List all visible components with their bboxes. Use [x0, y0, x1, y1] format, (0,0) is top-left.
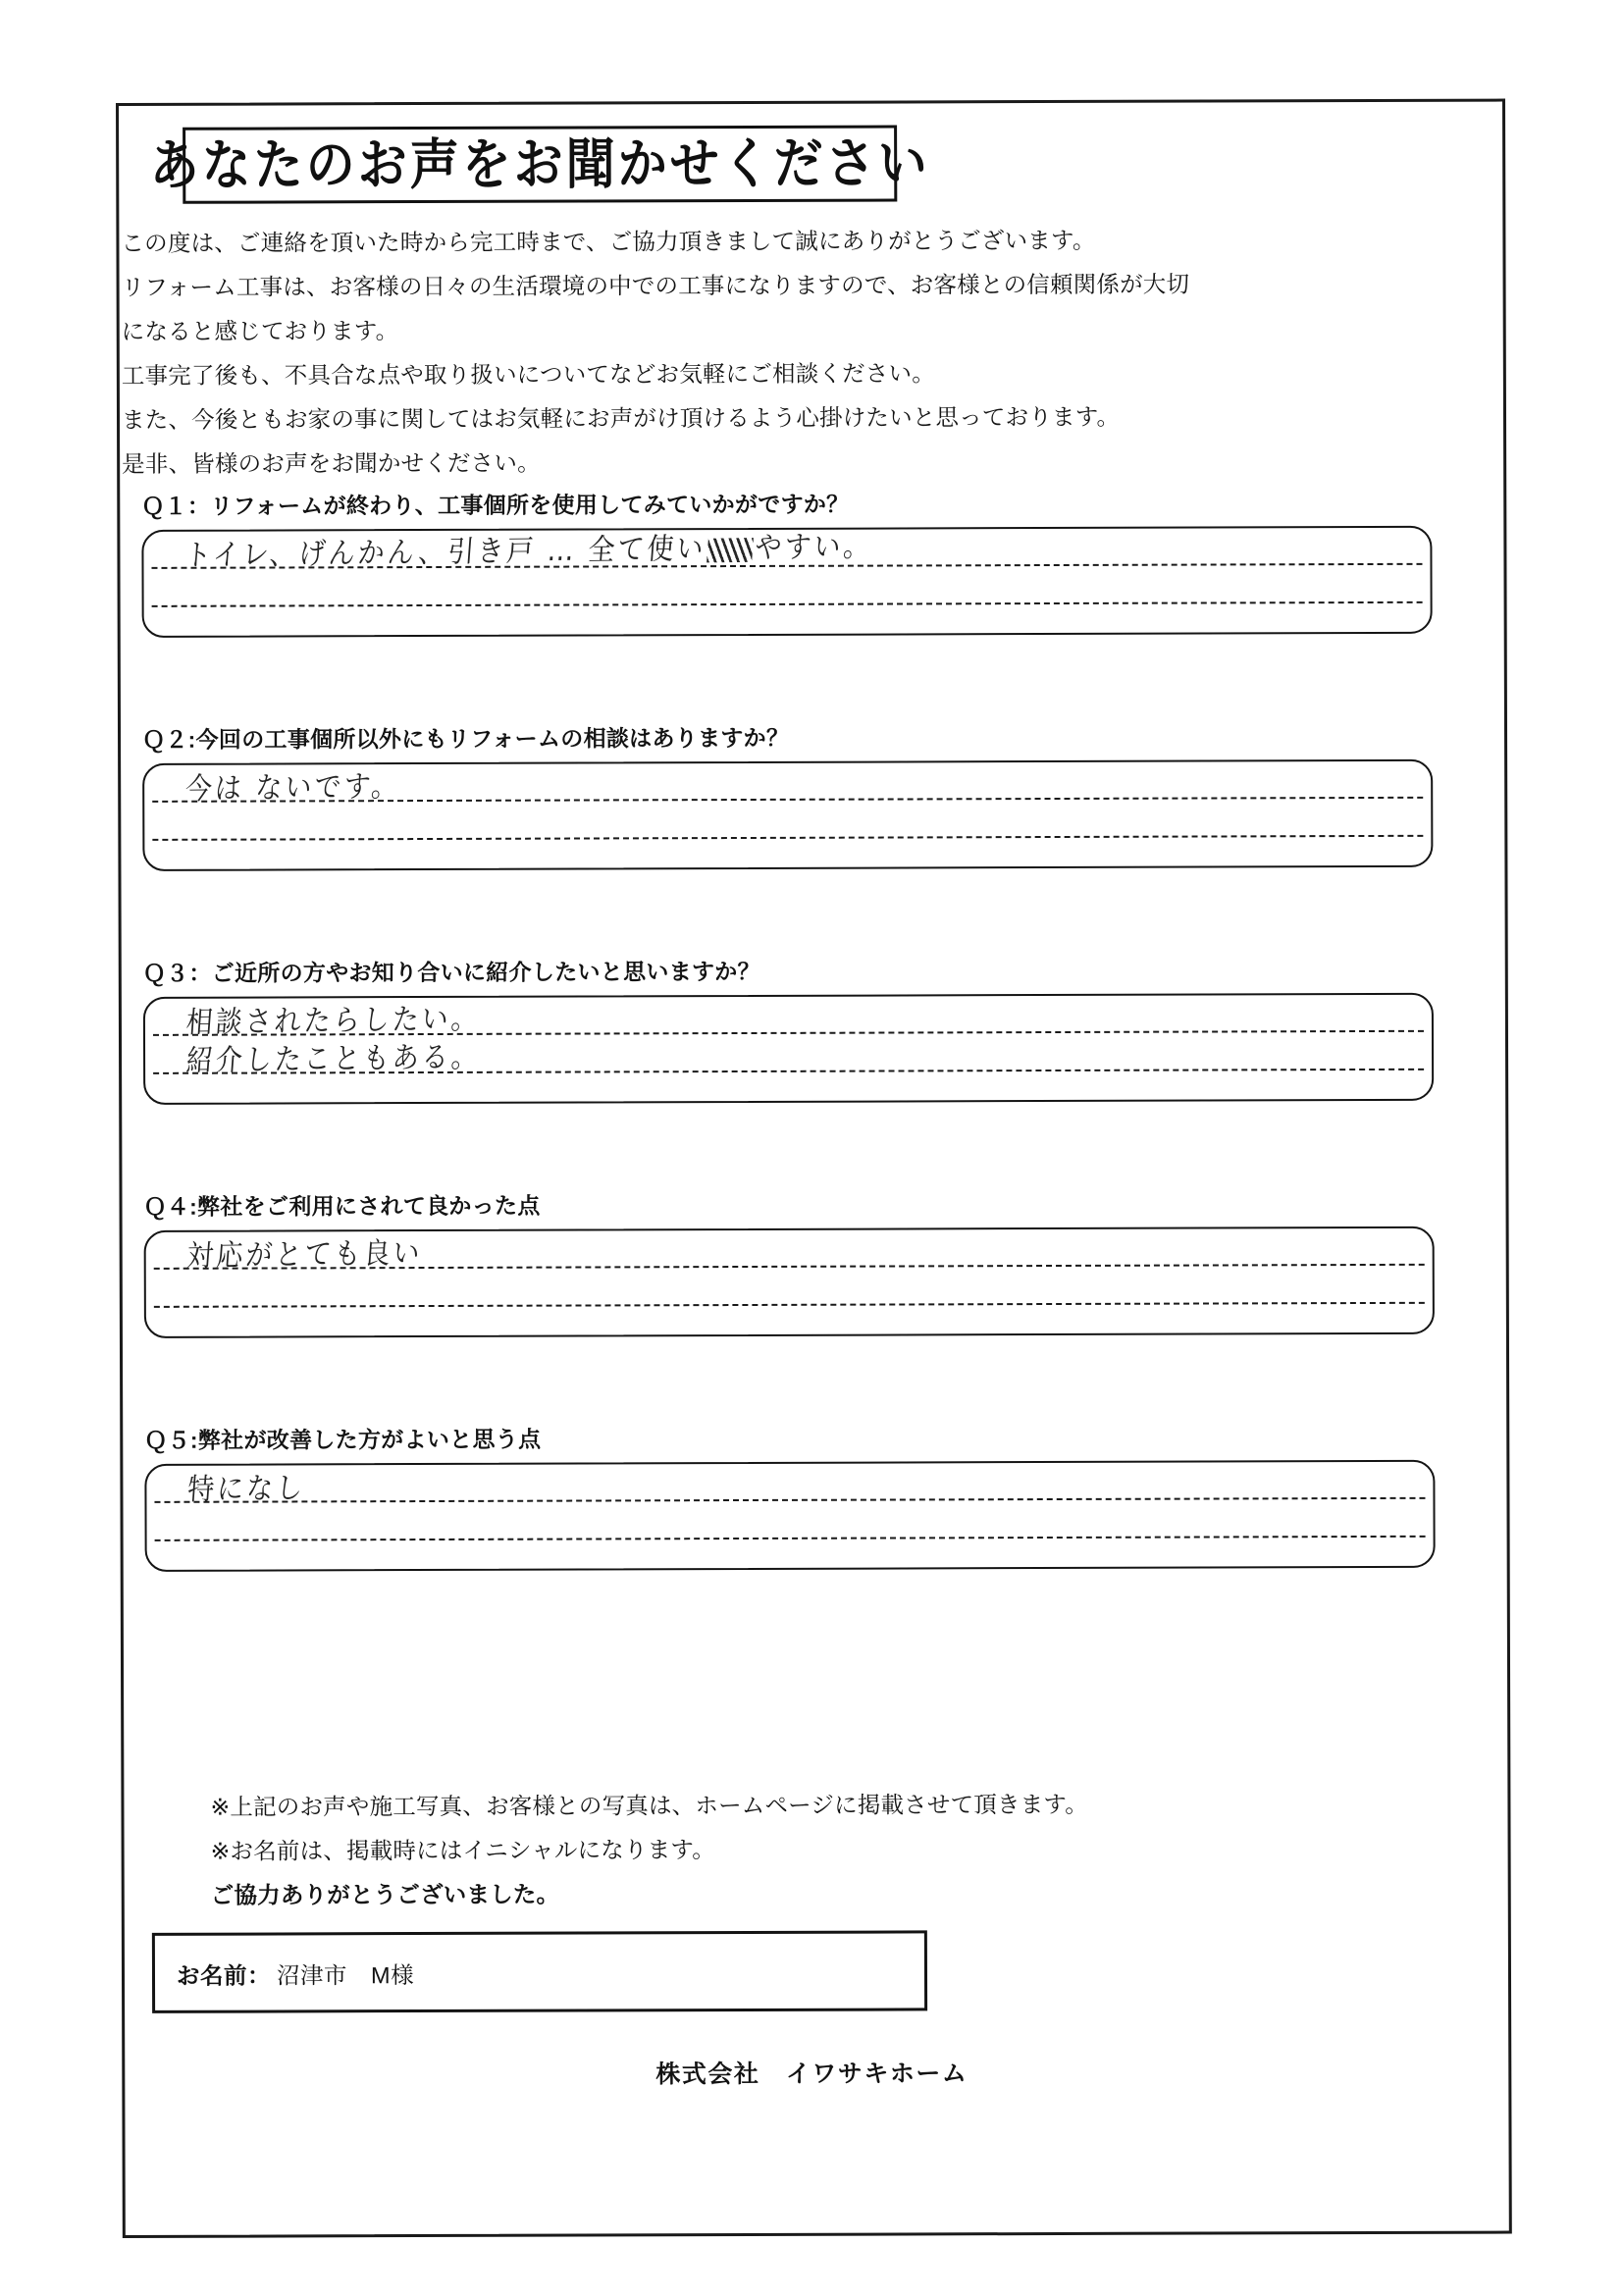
question-label-q4: Ｑ４:弊社をご利用にされて良かった点 — [143, 1192, 541, 1220]
question-label-q3: Ｑ３：ご近所の方やお知り合いに紹介したいと思いますか？ — [142, 958, 760, 986]
answer-rule — [152, 601, 1423, 607]
question-label-q5: Ｑ５:弊社が改善した方がよいと思う点 — [144, 1426, 542, 1453]
answer-box-q1[interactable] — [141, 526, 1432, 638]
name-row — [177, 1957, 414, 1991]
footer-notes — [210, 1782, 1466, 1918]
page-title-box — [149, 125, 930, 203]
answer-box-q2[interactable] — [142, 759, 1433, 871]
question-block-q1 — [120, 485, 1493, 638]
footer-note-1: ※上記のお声や施工写真、お客様との写真は、ホームページに掲載させて頂きます。 — [210, 1791, 1088, 1820]
intro-line-6: 是非、皆様のお声をお聞かせください。 — [122, 449, 541, 477]
question-block-q5 — [123, 1419, 1496, 1572]
intro-paragraph — [119, 218, 1493, 487]
answer-rule — [155, 1536, 1426, 1541]
handwritten-answer-q2-line1: 今は ないです。 — [183, 769, 402, 808]
handwriting-text: トイレ、げんかん、引き戸 … 全て使い — [183, 532, 707, 574]
intro-line-5: また、今後ともお家の事に関してはお気軽にお声がけ頂けるよう心掛けたいと思っております。 — [121, 403, 1121, 433]
question-block-q3 — [122, 952, 1495, 1105]
intro-line-2: リフォーム工事は、お客様の日々の生活環境の中での工事になりますので、お客様との信頼関係が大切 — [121, 271, 1190, 300]
question-label-q1: Ｑ１：リフォームが終わり、工事個所を使用してみていかがですか？ — [141, 491, 850, 519]
scribble-mark — [707, 538, 754, 562]
intro-line-1: この度は、ご連絡を頂いた時から完工時まで、ご協力頂きまして誠にありがとうございます。 — [121, 227, 1096, 256]
answer-rule — [154, 1302, 1425, 1308]
form-sheet-border — [116, 99, 1512, 2238]
answer-box-q5[interactable] — [144, 1460, 1435, 1572]
intro-line-3: になると感じております。 — [121, 318, 399, 344]
intro-line-4: 工事完了後も、不具合な点や取り扱いについてなどお気軽にご相談ください。 — [121, 360, 935, 389]
form-content — [119, 102, 1509, 2235]
answer-box-q4[interactable] — [144, 1226, 1435, 1338]
page-title: あなたのお声をお聞かせください — [149, 130, 930, 198]
question-label-q2: Ｑ２:今回の工事個所以外にもリフォームの相談はありますか？ — [141, 724, 790, 753]
answer-rule — [152, 835, 1423, 841]
handwriting-text-suffix: やすい。 — [754, 529, 874, 566]
answer-box-q3[interactable] — [143, 993, 1434, 1105]
answer-rule — [154, 1497, 1425, 1503]
question-block-q2 — [121, 718, 1494, 871]
name-field-box[interactable] — [152, 1930, 927, 2012]
footer-note-2: ※お名前は、掲載時にはイニシャルになります。 — [210, 1837, 715, 1864]
handwritten-answer-q4-line1: 対応がとても良い — [185, 1235, 424, 1275]
question-block-q4 — [122, 1185, 1495, 1338]
name-field-value: 沼津市 M様 — [276, 1962, 415, 1989]
company-name: 株式会社 イワサキホーム — [655, 2060, 969, 2089]
name-field-label: お名前： — [176, 1962, 272, 1989]
handwritten-answer-q3-line2: 紹介したこともある。 — [184, 1040, 483, 1079]
handwritten-answer-q5-line1: 特になし — [185, 1471, 307, 1508]
footer-note-3: ご協力ありがとうございました。 — [210, 1881, 560, 1908]
handwritten-answer-q3-line1: 相談されたらしたい。 — [184, 1002, 482, 1041]
